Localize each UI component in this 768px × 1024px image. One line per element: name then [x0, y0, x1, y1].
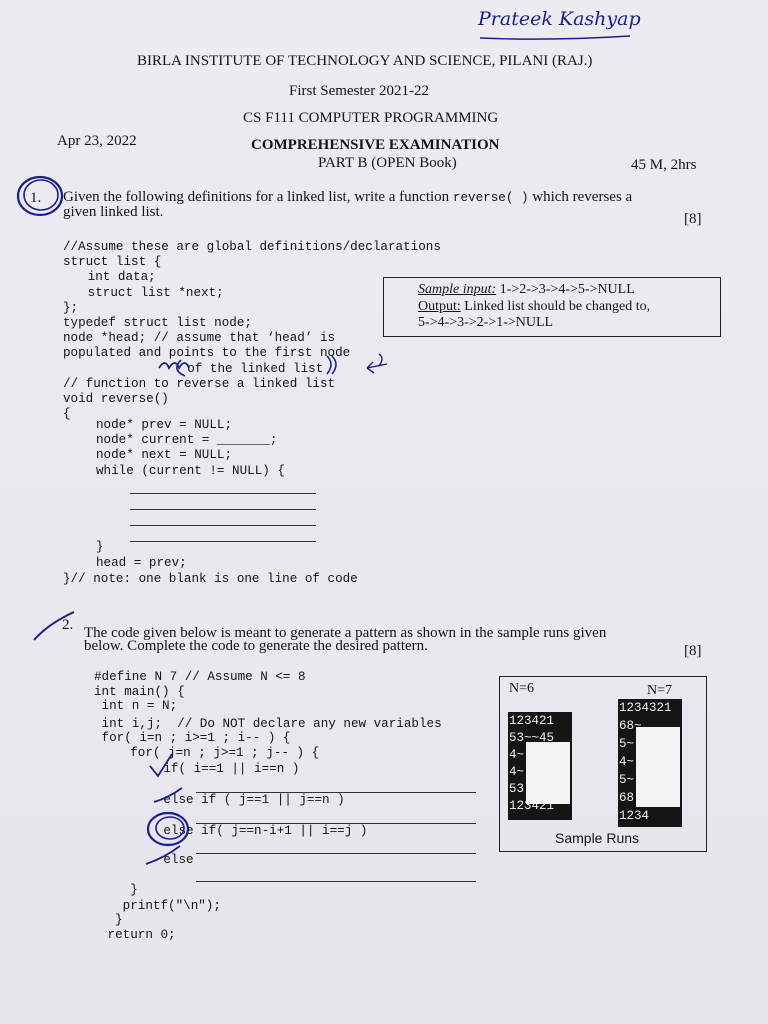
- q1-number: 1.: [30, 190, 42, 206]
- handwritten-ticks: [140, 752, 220, 872]
- name-underline: [470, 34, 640, 44]
- output-text: Linked list should be changed to,: [460, 299, 651, 314]
- q2-code-line: #define N 7 // Assume N <= 8: [94, 670, 306, 684]
- code-line: // function to reverse a linked list: [63, 376, 336, 391]
- handwritten-scribble: [155, 348, 405, 382]
- q1-output-value: 5->4->3->2->1->NULL: [418, 315, 554, 330]
- q1-last-line: }// note: one blank is one line of code: [63, 572, 358, 586]
- q2-code-line: int n = N;: [94, 699, 178, 713]
- course-title: CS F111 COMPUTER PROGRAMMING: [243, 110, 499, 126]
- q2-code-line: }: [100, 913, 123, 927]
- n7-row: 5~: [619, 773, 635, 787]
- n6-row: 53~~45: [509, 731, 555, 745]
- marks-time: 45 M, 2hrs: [631, 157, 697, 173]
- code-line: of the linked list: [89, 361, 324, 376]
- n7-row: 68: [619, 791, 635, 805]
- n6-row: 123421: [509, 799, 555, 813]
- code-line: void reverse(): [63, 392, 169, 407]
- q1-sample-output: [418, 299, 650, 315]
- q2-code-line: int main() {: [94, 685, 185, 699]
- q2-code-line: else if( j==n-i+1 || i==j ): [118, 824, 368, 838]
- answer-blank[interactable]: [130, 509, 316, 510]
- q2-code-line: printf("\n");: [100, 899, 221, 913]
- n7-row: 1234: [619, 809, 650, 823]
- answer-blank[interactable]: [130, 525, 316, 526]
- answer-blank[interactable]: [130, 541, 316, 542]
- q1-marks: [8]: [684, 211, 702, 227]
- n7-row: 4~: [619, 755, 635, 769]
- exam-date: Apr 23, 2022: [57, 133, 137, 149]
- code-line: node* next = NULL;: [96, 448, 233, 463]
- semester: First Semester 2021-22: [289, 83, 429, 99]
- code-line: node *head; // assume that ‘head’ is: [63, 331, 336, 346]
- q2-code-line: return 0;: [100, 928, 176, 942]
- q2-text-line1: The code given below is meant to generate a pattern as shown in the sample runs given: [84, 625, 607, 641]
- exam-part: PART B (OPEN Book): [318, 155, 457, 171]
- q1-text-b: which reverses a: [532, 189, 633, 205]
- code-line: struct list {: [63, 255, 162, 270]
- code-line: {: [63, 407, 71, 422]
- n7-row: 1234321: [619, 701, 672, 715]
- q2-number: 2.: [62, 617, 74, 633]
- exam-title: COMPREHENSIVE EXAMINATION: [251, 137, 500, 153]
- code-line: typedef struct list node;: [63, 316, 252, 331]
- institute-name: BIRLA INSTITUTE OF TECHNOLOGY AND SCIENCE, PILANI (RAJ.): [137, 53, 593, 69]
- n6-pattern: [508, 712, 572, 820]
- q1-text-a: Given the following definitions for a linked list, write a function: [63, 189, 450, 205]
- q2-code-line: int i,j; // Do NOT declare any new variables: [94, 717, 442, 731]
- output-label: Output:: [418, 299, 461, 314]
- answer-blank[interactable]: [196, 853, 476, 854]
- code-line: int data;: [65, 270, 156, 285]
- n7-row: 5~: [619, 737, 635, 751]
- code-line: struct list *next;: [65, 285, 224, 300]
- code-line: node* prev = NULL;: [96, 418, 233, 432]
- n7-pattern: [618, 699, 682, 827]
- code-line: populated and points to the first node: [63, 346, 351, 361]
- answer-blank[interactable]: [130, 493, 316, 494]
- slash-mark-q2: [28, 610, 84, 644]
- q2-marks: [8]: [684, 643, 702, 659]
- n6-label: N=6: [509, 681, 535, 696]
- sample-input-value: 1->2->3->4->5->NULL: [496, 282, 635, 297]
- q1-head-line: head = prev;: [96, 556, 187, 570]
- q2-code-line: }: [100, 883, 138, 897]
- n6-row: 4~: [509, 748, 525, 762]
- answer-blank[interactable]: [196, 881, 476, 882]
- handwritten-name: Prateek Kashyap: [478, 8, 641, 30]
- q2-code-line: for( j=n ; j>=1 ; j-- ) {: [100, 746, 320, 760]
- code-line: };: [63, 300, 79, 315]
- n7-label: N=7: [647, 683, 673, 698]
- q2-code-line: else: [118, 853, 194, 867]
- n6-row: 53: [509, 782, 525, 796]
- n6-row: 4~: [509, 765, 525, 779]
- q1-close-brace: }: [96, 540, 104, 554]
- n6-row: 123421: [509, 714, 555, 728]
- code-line: while (current != NULL) {: [96, 463, 285, 478]
- n7-row: 68~: [619, 719, 642, 733]
- q1-function-body: [96, 418, 285, 479]
- q2-code-line: if( i==1 || i==n ): [118, 762, 300, 776]
- code-line: node* current = _______;: [96, 433, 278, 448]
- q1-text-line2: given linked list.: [63, 204, 164, 220]
- q1-sample-input: [418, 282, 635, 298]
- sample-input-label: Sample input:: [418, 282, 497, 297]
- q2-code-line: else if ( j==1 || j==n ): [118, 793, 345, 807]
- sample-runs-label: Sample Runs: [555, 830, 640, 846]
- q2-code-line: for( i=n ; i>=1 ; i-- ) {: [94, 731, 291, 745]
- code-line: //Assume these are global definitions/declarations: [63, 240, 441, 254]
- q1-function-name: reverse( ): [452, 191, 529, 205]
- q2-text-line2: below. Complete the code to generate the desired pattern.: [84, 638, 428, 654]
